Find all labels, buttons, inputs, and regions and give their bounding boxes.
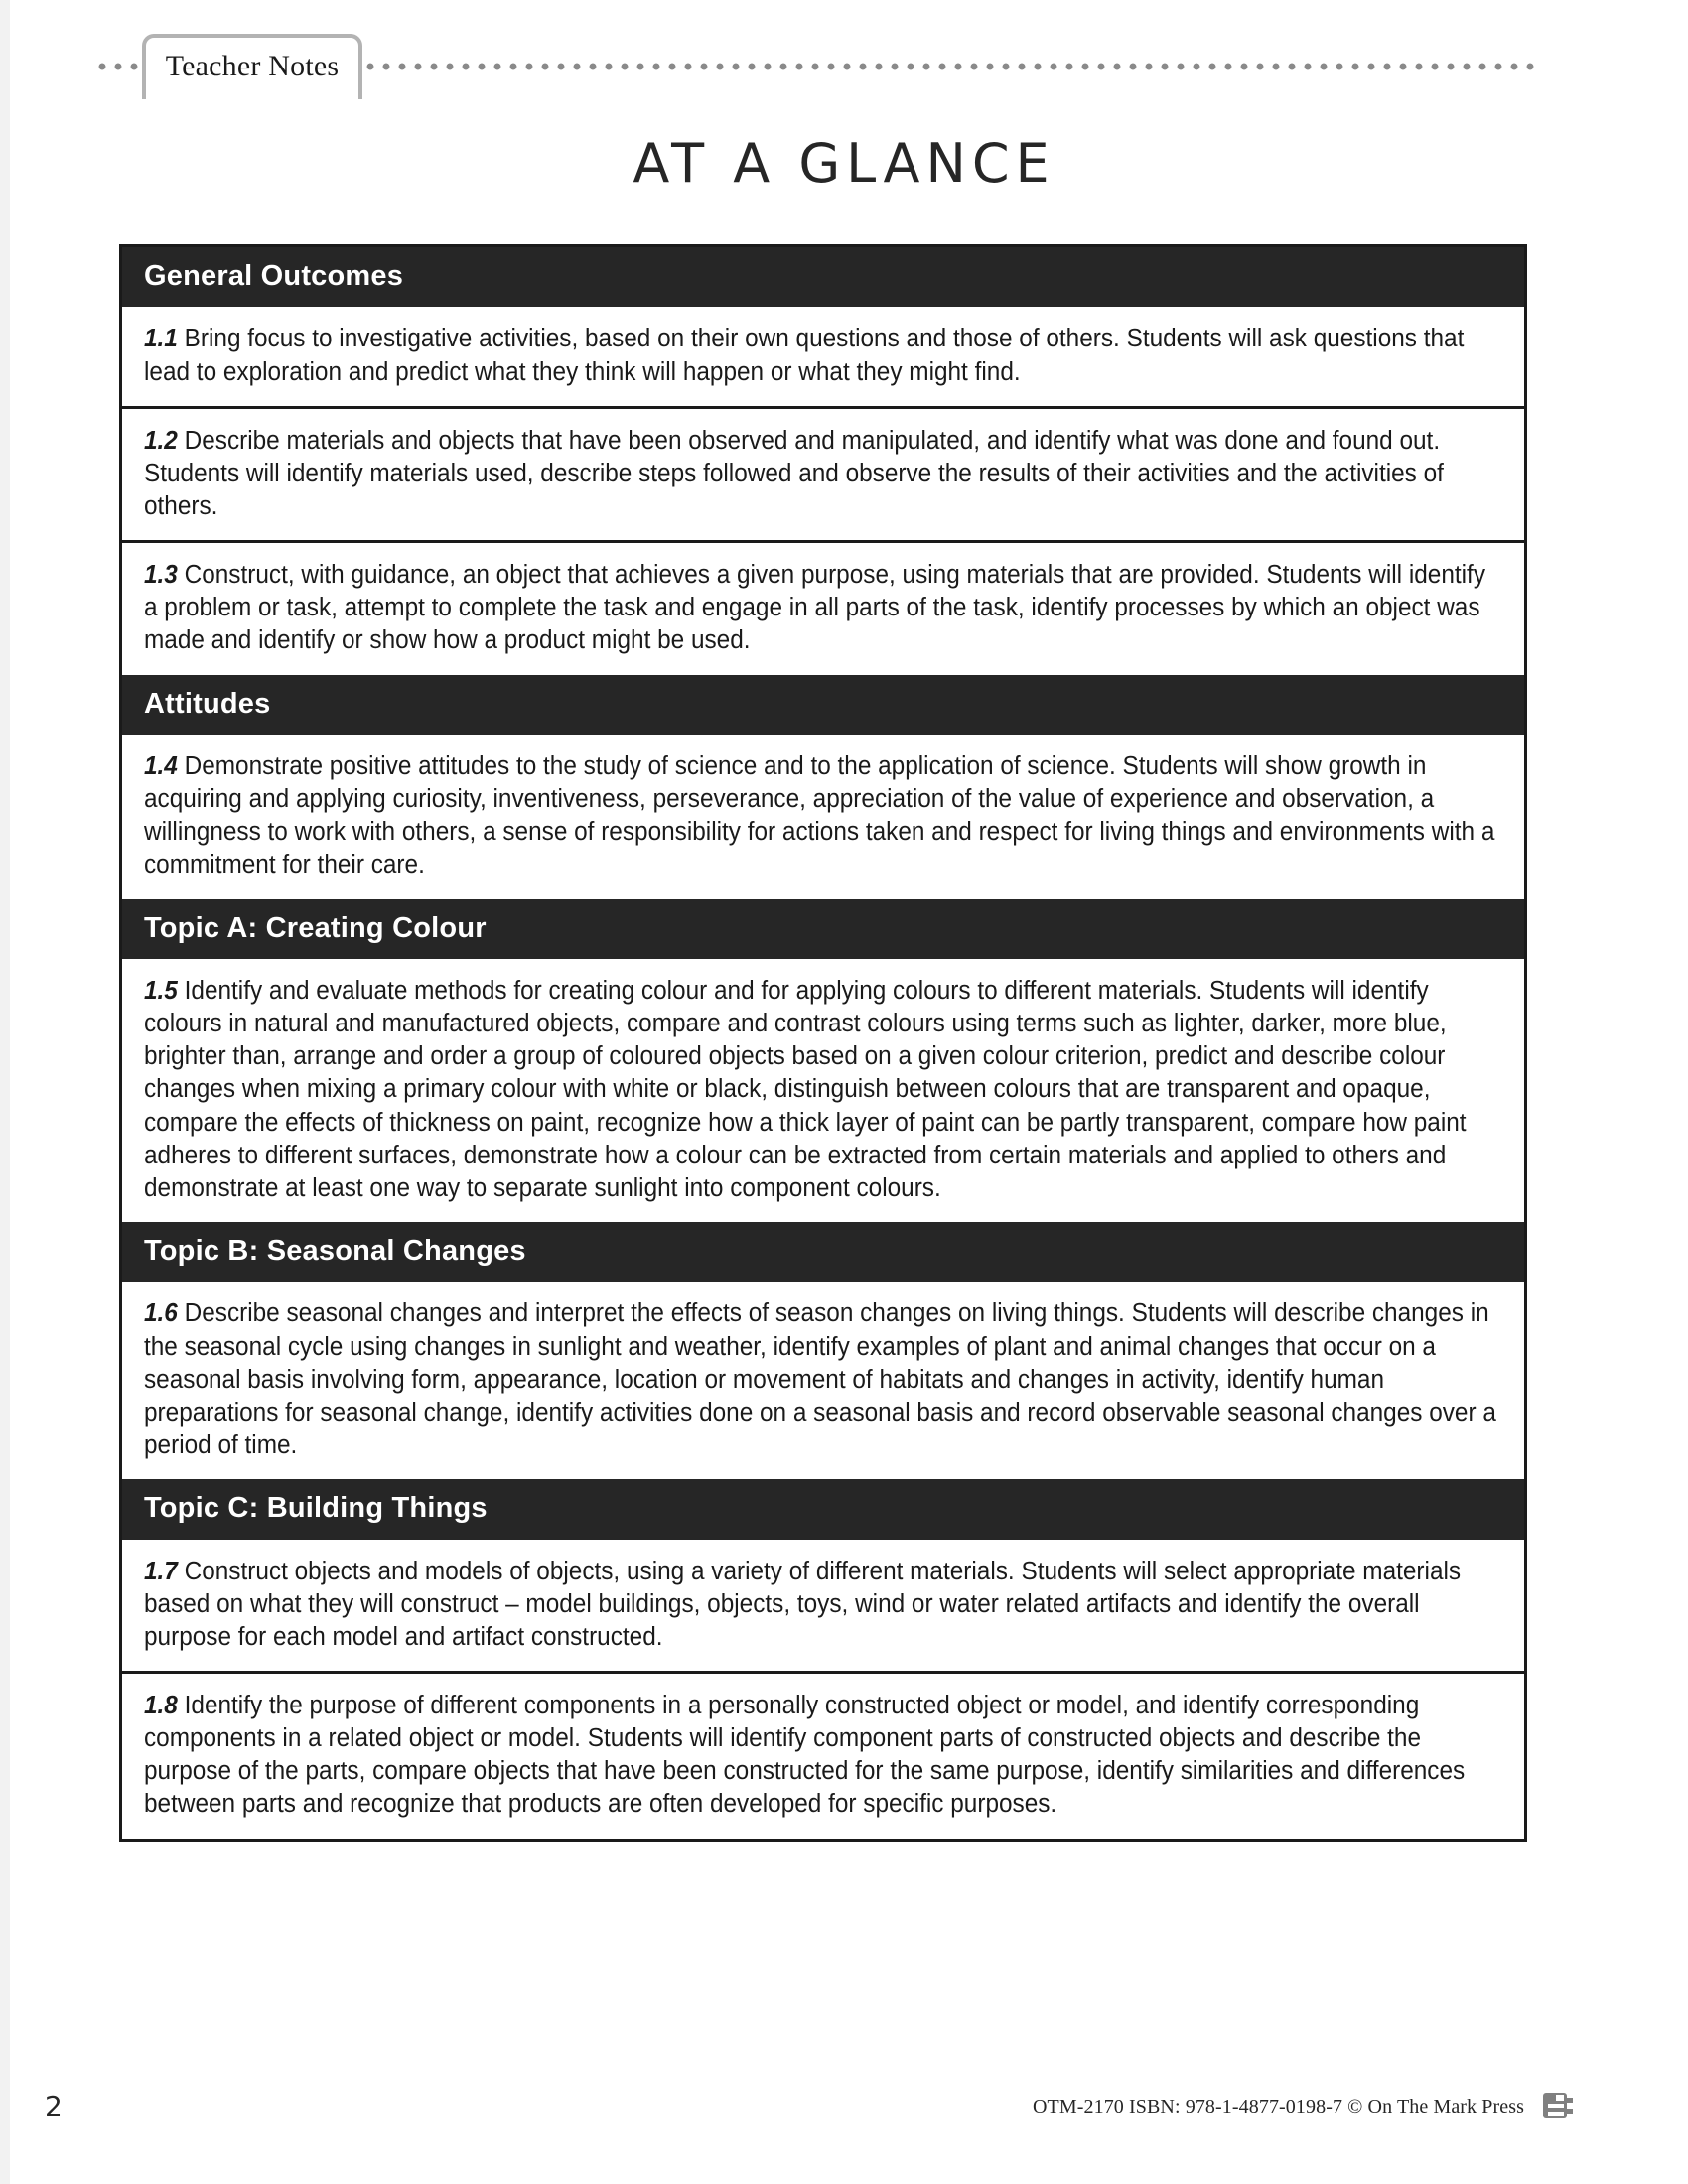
outcome-text: Describe seasonal changes and interpret the effects of season changes on living things. Students will describe changes in the seasonal cycle using changes in sunlight and weather, identify examples of plant and animal changes that occur on a seasonal basis involving form, appearance, location or movement of habitats and changes in activity, identify human preparations for seasonal change, identify activities done on a seasonal basis and record observable seasonal changes over a period of time. xyxy=(144,1299,1496,1459)
press-book-icon xyxy=(1537,2085,1579,2126)
outcome-text: Identify the purpose of different components in a personally constructed object or model, and identify corresponding components in a related object or model. Students will identify component parts of constructed objects and describe the purpose of the parts, compare objects that have been constructed for the same purpose, identify similarities and differences between parts and recognize that products are often developed for specific purposes. xyxy=(144,1691,1466,1819)
section-band-topic-c: Topic C: Building Things xyxy=(122,1479,1524,1539)
outcome-row xyxy=(122,1674,1524,1839)
section-band-attitudes: Attitudes xyxy=(122,675,1524,735)
teacher-notes-tab-label: Teacher Notes xyxy=(165,50,340,82)
page-number: 2 xyxy=(45,2090,63,2122)
footer-credit: OTM-2170 ISBN: 978-1-4877-0198-7 © On The Mark Press xyxy=(1033,2096,1524,2117)
outcome-text: Bring focus to investigative activities, based on their own questions and those of others. Students will ask questions that lead to exploration and predict what they think will happen or what they might find. xyxy=(144,325,1465,386)
outcome-text: Construct, with guidance, an object that achieves a given purpose, using materials that are provided. Students will identify a problem or task, attempt to complete the task and engage in all parts of the task, identify processes by which an object was made and identify or show how a product might be used. xyxy=(144,561,1485,655)
outcome-number: 1.7 xyxy=(144,1557,178,1585)
outcome-text: Describe materials and objects that have been observed and manipulated, and identify what was done and found out. Students will identify materials used, describe steps followed and observe the results of their activities and the activities of others. xyxy=(144,426,1444,520)
dotted-rule-right-icon xyxy=(365,62,1539,71)
outcome-row xyxy=(122,409,1524,543)
outcome-row xyxy=(122,307,1524,408)
page-header xyxy=(0,36,1688,97)
outcome-text: Demonstrate positive attitudes to the study of science and to the application of science. Students will show growth in acquiring and applying curiosity, inventiveness, perseverance, appreciation of the value of experience and observation, a willingness to work with others, a sense of responsibility for actions taken and respect for living things and environments with a commitment for their care. xyxy=(144,752,1495,880)
at-a-glance-table xyxy=(119,244,1527,1842)
outcome-row xyxy=(122,1282,1524,1479)
page-edge-shading xyxy=(0,0,10,2184)
outcome-text: Identify and evaluate methods for creating colour and for applying colours to different materials. Students will identify colours in natural and manufactured objects, compare and contrast colours using terms such as lighter, darker, more blue, brighter than, arrange and order a group of coloured objects based on a given colour criterion, predict and describe colour changes when mixing a primary colour with white or black, distinguish between colours that are transparent and opaque, compare the effects of thickness on paint, recognize how a thick layer of paint can be partly transparent, compare how paint adheres to different surfaces, demonstrate how a colour can be extracted from certain materials and applied to others and demonstrate at least one way to separate sunlight into component colours. xyxy=(144,977,1467,1202)
outcome-text: Construct objects and models of objects, using a variety of different materials. Students will select appropriate materials based on what they will construct – model buildings, objects, toys, wind or water related artifacts and identify the overall purpose for each model and artifact constructed. xyxy=(144,1557,1462,1651)
outcome-number: 1.1 xyxy=(144,325,178,353)
outcome-row xyxy=(122,959,1524,1222)
section-band-topic-b: Topic B: Seasonal Changes xyxy=(122,1222,1524,1282)
outcome-number: 1.5 xyxy=(144,977,178,1005)
section-band-topic-a: Topic A: Creating Colour xyxy=(122,899,1524,959)
dotted-rule-left-icon xyxy=(97,62,143,71)
outcome-number: 1.3 xyxy=(144,561,178,590)
outcome-row xyxy=(122,735,1524,899)
outcome-number: 1.6 xyxy=(144,1299,178,1328)
outcome-number: 1.2 xyxy=(144,426,178,455)
outcome-row xyxy=(122,543,1524,674)
page-title: AT A GLANCE xyxy=(633,132,1055,195)
outcome-number: 1.8 xyxy=(144,1691,178,1719)
outcome-number: 1.4 xyxy=(144,752,178,780)
section-band-general-outcomes: General Outcomes xyxy=(122,247,1524,307)
outcome-row xyxy=(122,1540,1524,1674)
